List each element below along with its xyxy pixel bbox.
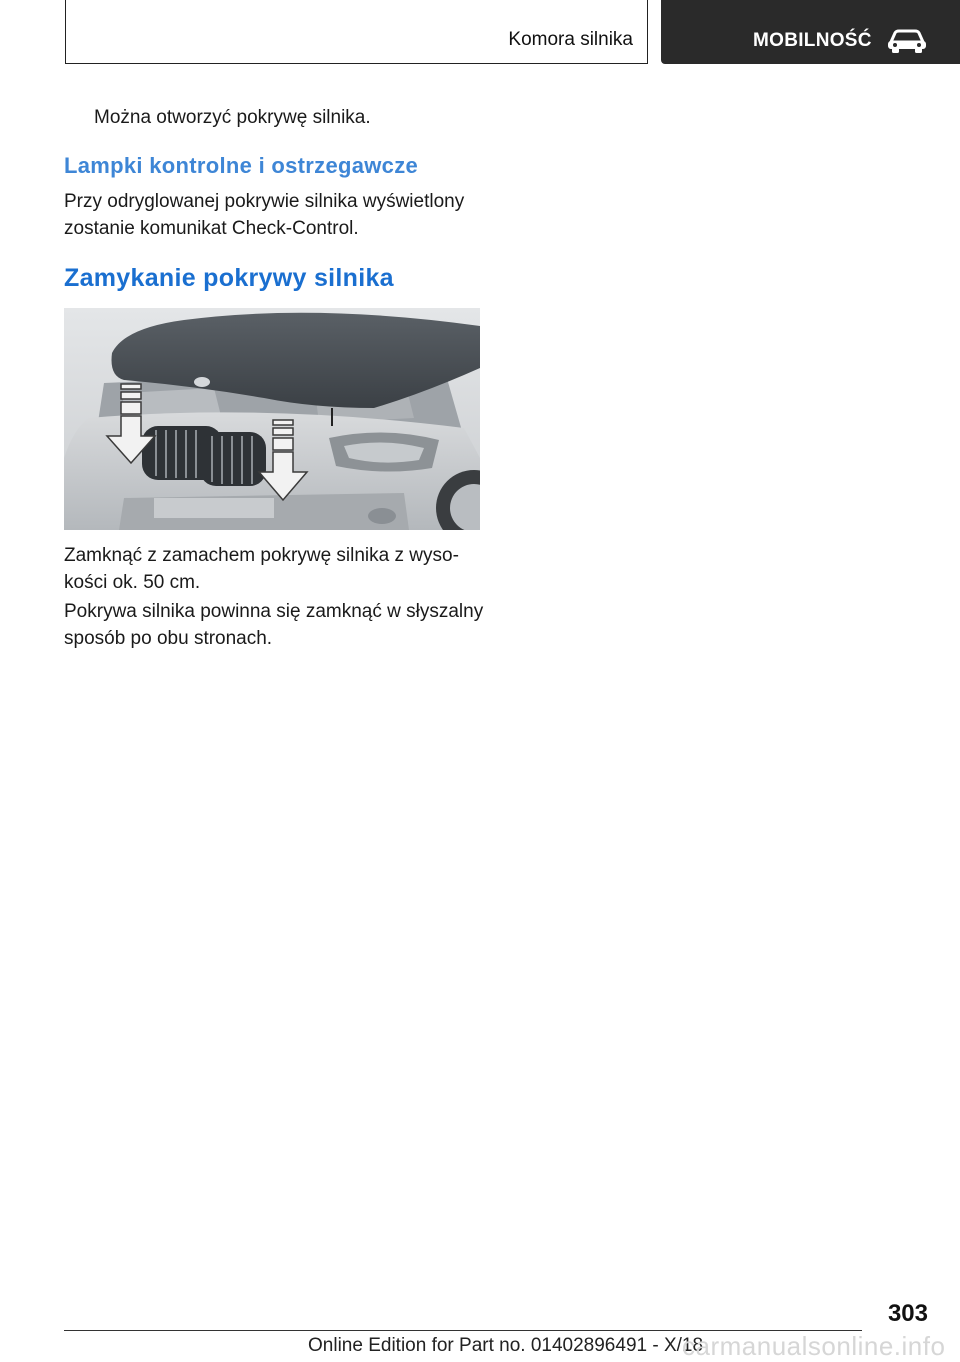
chapter-tab[interactable] [661,0,960,64]
closing-heading: Zamykanie pokrywy silnika [64,264,394,292]
instruction-line: kości ok. 50 cm. [64,572,201,593]
hood-illustration [64,308,480,530]
header-section-box [65,0,648,64]
note-line: Pokrywa silnika powinna się zamknąć w słyszalny [64,601,484,622]
section-title: Komora silnika [508,29,633,50]
car-icon [887,28,927,54]
warning-paragraph [64,188,484,242]
note-paragraph [64,598,484,652]
note-line: sposób po obu stronach. [64,628,273,649]
warning-text-line: Przy odryglowanej pokrywie silnika wyświetlony [64,191,465,212]
warning-heading: Lampki kontrolne i ostrzegawcze [64,153,419,178]
instruction-paragraph [64,542,484,596]
watermark: carmanualsonline.info [682,1331,946,1361]
page-number: 303 [887,1300,928,1327]
edition-text: Online Edition for Part no. 01402896491 - X/18 [308,1335,704,1356]
warning-text-line: zostanie komunikat Check-Control. [64,218,359,239]
chapter-title: MOBILNOŚĆ [753,30,872,51]
intro-text: Można otworzyć pokrywę silnika. [94,107,371,128]
instruction-line: Zamknąć z zamachem pokrywę silnika z wyso- [64,545,459,566]
